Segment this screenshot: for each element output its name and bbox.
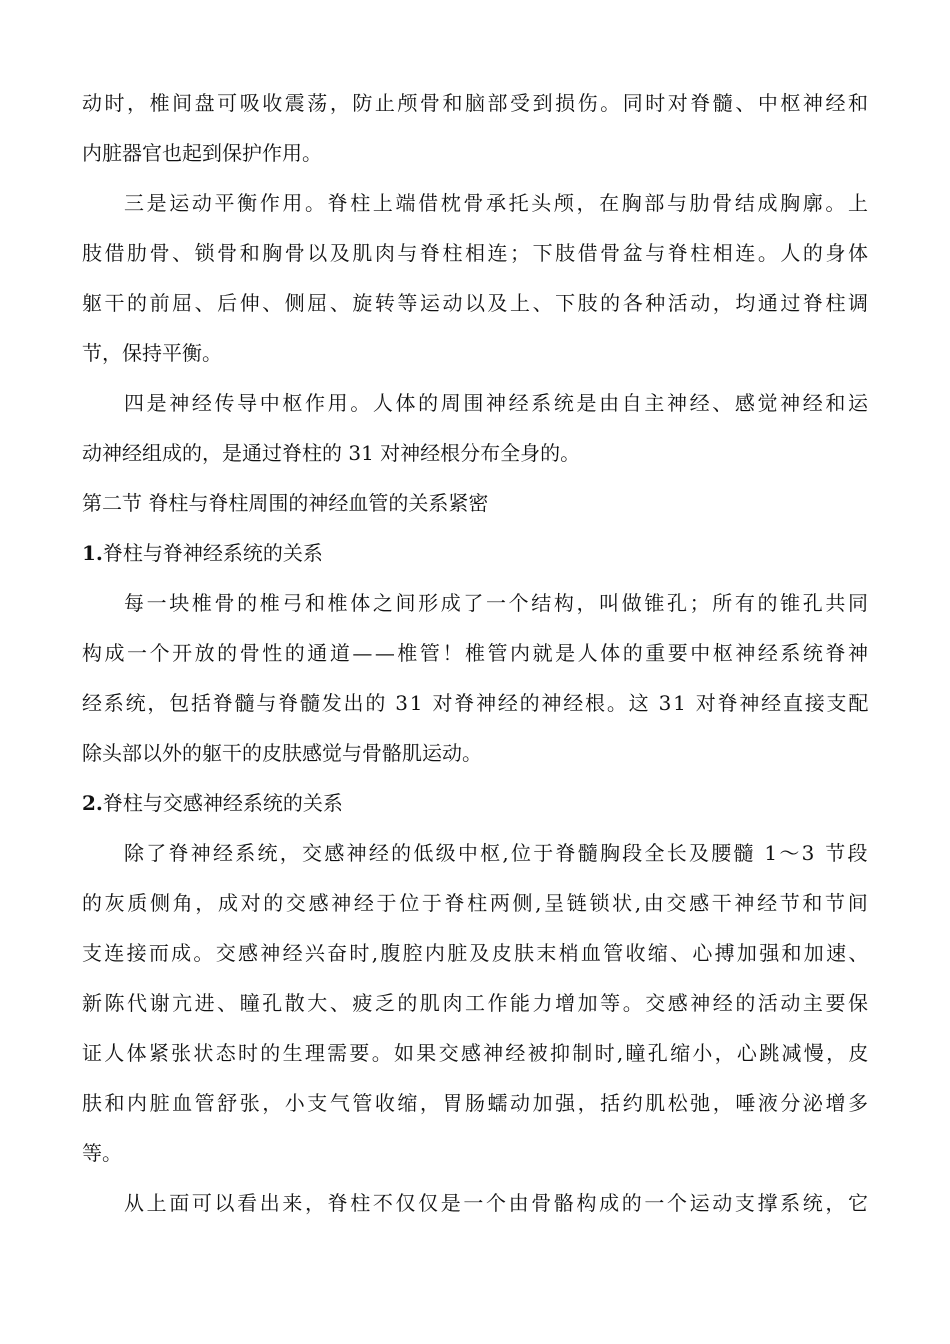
paragraph-line: 构成一个开放的骨性的通道——椎管！椎管内就是人体的重要中枢神经系统脊神 bbox=[82, 641, 871, 665]
heading-number: 1. bbox=[82, 541, 103, 565]
paragraph-line: 节，保持平衡。 bbox=[82, 341, 222, 365]
heading-number: 2. bbox=[82, 791, 103, 815]
paragraph-line: 四是神经传导中枢作用。人体的周围神经系统是由自主神经、感觉神经和运 bbox=[124, 391, 871, 415]
paragraph-line: 内脏器官也起到保护作用。 bbox=[82, 141, 322, 165]
paragraph-line: 每一块椎骨的椎弓和椎体之间形成了一个结构，叫做锥孔；所有的锥孔共同 bbox=[124, 591, 871, 615]
paragraph-line: 从上面可以看出来，脊柱不仅仅是一个由骨骼构成的一个运动支撑系统，它 bbox=[124, 1191, 871, 1215]
paragraph-line: 除头部以外的躯干的皮肤感觉与骨骼肌运动。 bbox=[82, 741, 482, 765]
paragraph-line: 三是运动平衡作用。脊柱上端借枕骨承托头颅，在胸部与肋骨结成胸廓。上 bbox=[124, 191, 871, 215]
paragraph-line: 证人体紧张状态时的生理需要。如果交感神经被抑制时,瞳孔缩小，心跳减慢，皮 bbox=[82, 1041, 871, 1065]
subsection-heading bbox=[82, 789, 343, 817]
paragraph-line: 动时，椎间盘可吸收震荡，防止颅骨和脑部受到损伤。同时对脊髓、中枢神经和 bbox=[82, 91, 871, 115]
heading-text: 脊柱与交感神经系统的关系 bbox=[102, 791, 343, 815]
heading-text: 脊柱与脊神经系统的关系 bbox=[102, 541, 323, 565]
paragraph-line: 躯干的前屈、后伸、侧屈、旋转等运动以及上、下肢的各种活动，均通过脊柱调 bbox=[82, 291, 871, 315]
subsection-heading bbox=[82, 539, 323, 567]
paragraph-line: 肤和内脏血管舒张，小支气管收缩，胃肠蠕动加强，括约肌松弛，唾液分泌增多 bbox=[82, 1091, 871, 1115]
paragraph-line: 的灰质侧角，成对的交感神经于位于脊柱两侧,呈链锁状,由交感干神经节和节间 bbox=[82, 891, 871, 915]
paragraph-line: 新陈代谢亢进、瞳孔散大、疲乏的肌肉工作能力增加等。交感神经的活动主要保 bbox=[82, 991, 871, 1015]
paragraph-line: 支连接而成。交感神经兴奋时,腹腔内脏及皮肤末梢血管收缩、心搏加强和加速、 bbox=[82, 941, 871, 965]
paragraph-line: 肢借肋骨、锁骨和胸骨以及肌肉与脊柱相连；下肢借骨盆与脊柱相连。人的身体 bbox=[82, 241, 871, 265]
paragraph-line: 动神经组成的，是通过脊柱的 31 对神经根分布全身的。 bbox=[82, 441, 581, 465]
paragraph-line: 等。 bbox=[82, 1141, 122, 1165]
paragraph-line: 除了脊神经系统，交感神经的低级中枢,位于脊髓胸段全长及腰髓 1～3 节段 bbox=[124, 841, 870, 865]
paragraph-line: 经系统，包括脊髓与脊髓发出的 31 对脊神经的神经根。这 31 对脊神经直接支配 bbox=[82, 691, 871, 715]
section-heading: 第二节 脊柱与脊柱周围的神经血管的关系紧密 bbox=[82, 491, 489, 515]
